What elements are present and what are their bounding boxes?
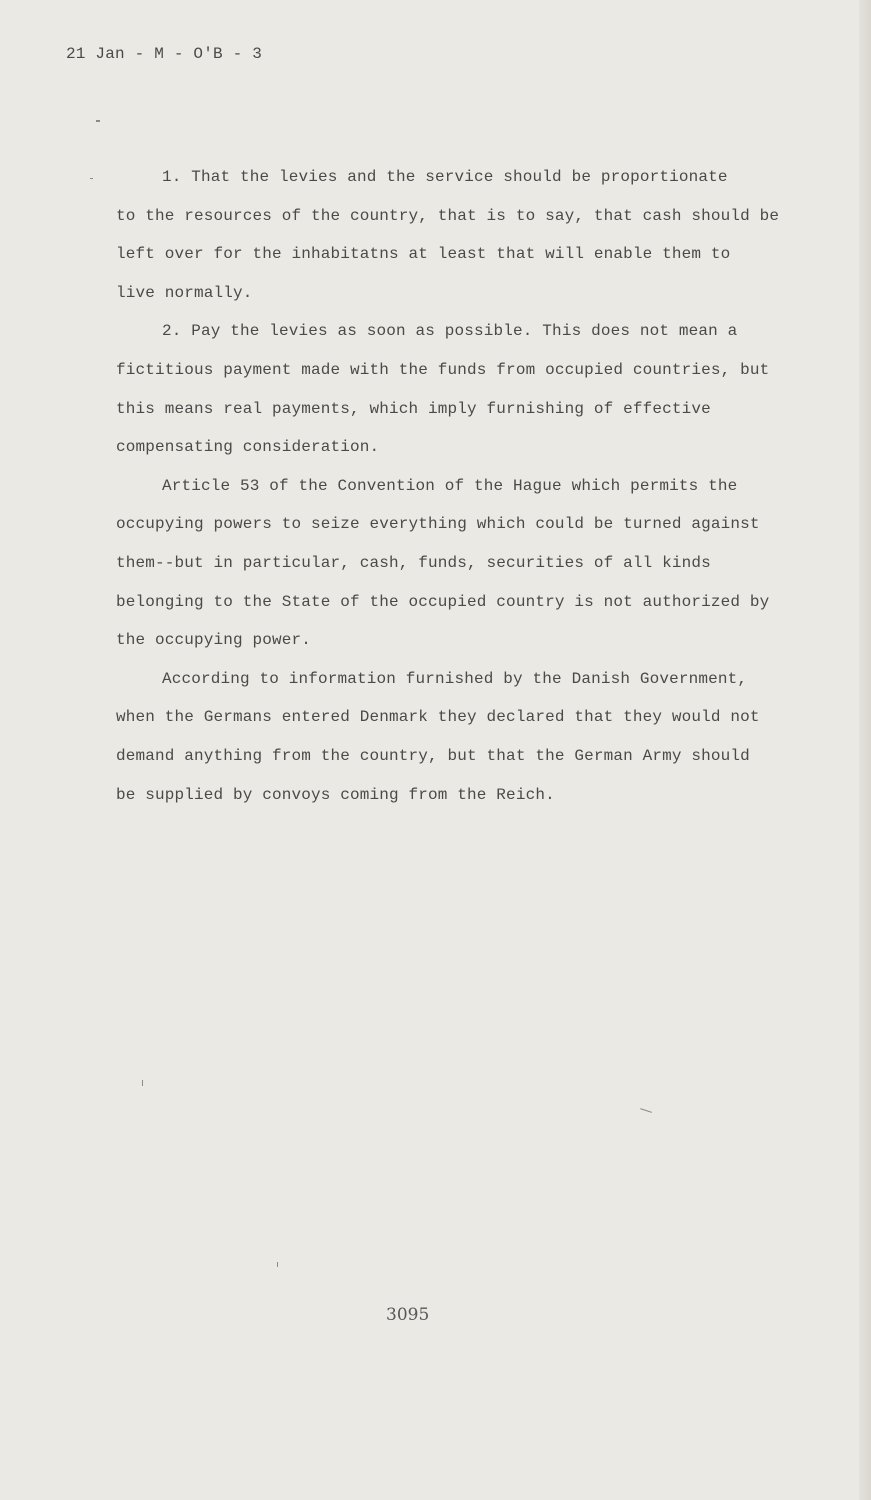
text-line: the occupying power. [116, 631, 312, 650]
document-body [116, 158, 816, 814]
document-reference: 21 Jan - M - O'B - 3 [66, 45, 263, 63]
text-line: Article 53 of the Convention of the Hague which permits the [162, 476, 738, 495]
text-line: left over for the inhabitatns at least that will enable them to [116, 245, 731, 264]
page-edge [859, 0, 871, 1500]
text-line: occupying powers to seize everything which could be turned against [116, 515, 760, 534]
text-line: when the Germans entered Denmark they declared that they would not [116, 708, 760, 727]
page-number: 3095 [386, 1305, 430, 1325]
paragraph-levies-proportionate [116, 158, 816, 312]
paper-speck [277, 1262, 278, 1267]
text-line: be supplied by convoys coming from the Reich. [116, 785, 555, 804]
text-line: 2. Pay the levies as soon as possible. This does not mean a [162, 322, 738, 341]
paper-speck [90, 178, 93, 179]
text-line: demand anything from the country, but that the German Army should [116, 746, 750, 765]
text-line: this means real payments, which imply furnishing of effective [116, 399, 711, 418]
text-line: According to information furnished by the Danish Government, [162, 669, 748, 688]
paper-speck [142, 1080, 143, 1086]
paragraph-article-53 [116, 467, 816, 660]
text-line: 1. That the levies and the service should be proportionate [162, 168, 728, 186]
text-line: live normally. [116, 283, 253, 302]
paper-speck [96, 120, 100, 122]
paragraph-pay-levies [116, 312, 816, 466]
text-line: belonging to the State of the occupied country is not authorized by [116, 592, 770, 611]
text-line: to the resources of the country, that is to say, that cash should be [116, 206, 780, 225]
paper-speck [640, 1108, 652, 1113]
paragraph-danish-government [116, 660, 816, 814]
text-line: them--but in particular, cash, funds, securities of all kinds [116, 553, 711, 572]
text-line: compensating consideration. [116, 438, 380, 457]
text-line: fictitious payment made with the funds from occupied countries, but [116, 360, 770, 379]
